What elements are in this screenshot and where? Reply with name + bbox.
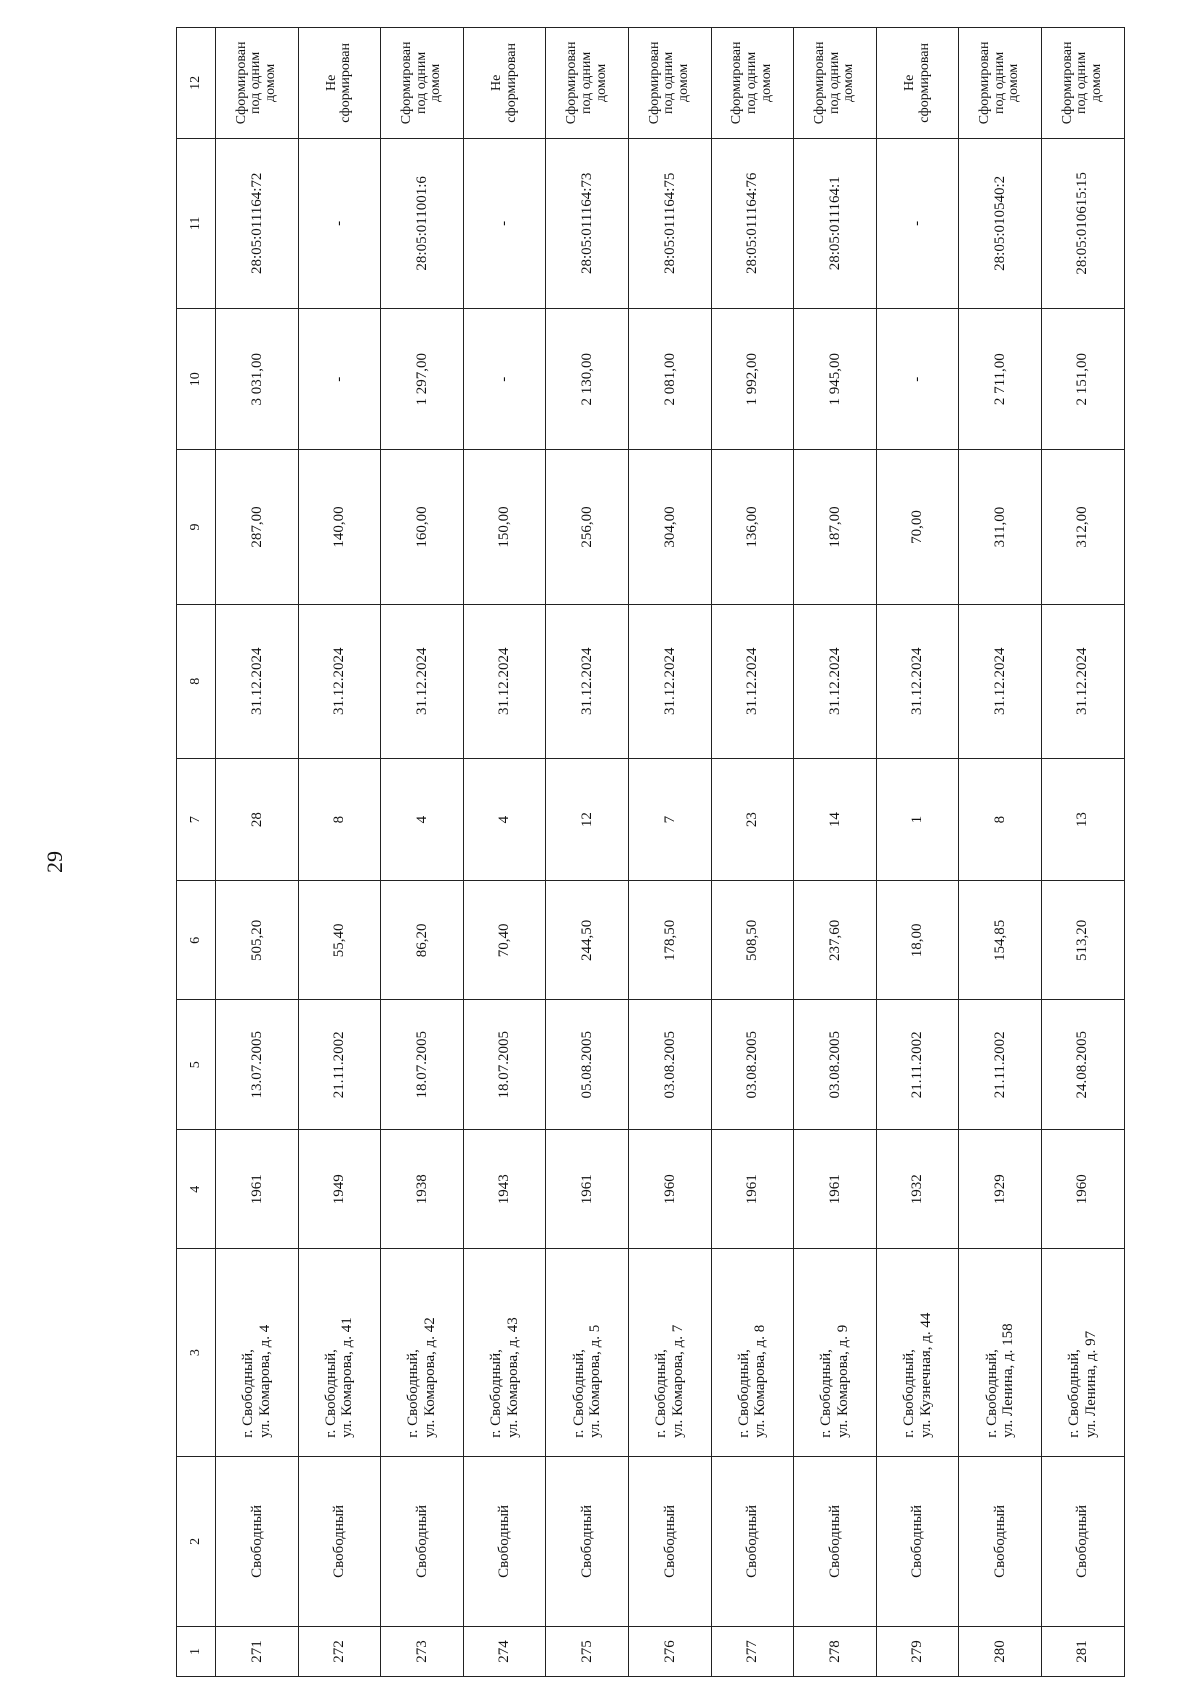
address-line-2: ул. Ленина, д. 158: [1000, 1323, 1017, 1438]
date-cell: 21.11.2002: [959, 1000, 1042, 1130]
address-line-1: г. Свободный,: [488, 1349, 505, 1438]
count-cell: 1: [876, 758, 959, 880]
status-line-3: домом: [758, 63, 774, 103]
status-line-2: под одним: [413, 51, 429, 114]
address-cell: [463, 1249, 546, 1456]
count-cell: 8: [298, 758, 381, 880]
address-line-2: ул. Комарова, д. 4: [256, 1324, 273, 1438]
land-status-cell: [381, 28, 464, 139]
status-line-2: под одним: [991, 51, 1007, 114]
amount-cell: 1 992,00: [711, 308, 794, 449]
settlement-cell: Свободный: [298, 1456, 381, 1626]
price-cell: 187,00: [794, 450, 877, 604]
address-line-2: ул. Комарова, д. 5: [587, 1324, 604, 1438]
count-cell: 4: [381, 758, 464, 880]
address-cell: [546, 1249, 629, 1456]
status-line-2: под одним: [826, 51, 842, 114]
area-cell: 244,50: [546, 881, 629, 1000]
amount-cell: 2 711,00: [959, 308, 1042, 449]
row-number-cell: 278: [794, 1627, 877, 1677]
column-number: 6: [177, 881, 216, 1000]
row-number-cell: 272: [298, 1627, 381, 1677]
address-line-1: г. Свободный,: [735, 1349, 752, 1438]
deadline-cell: 31.12.2024: [794, 604, 877, 758]
address-line-2: ул. Комарова, д. 41: [339, 1317, 356, 1438]
year-cell: 1961: [794, 1130, 877, 1249]
cadastral-number-cell: 28:05:011164:73: [546, 138, 629, 308]
column-number: 9: [177, 450, 216, 604]
status-line-1: Не: [488, 74, 504, 92]
status-line-1: Сформирован: [1059, 41, 1075, 125]
status-line-3: домом: [428, 63, 444, 103]
amount-cell: -: [463, 308, 546, 449]
settlement-cell: Свободный: [876, 1456, 959, 1626]
land-status-cell: [628, 28, 711, 139]
price-cell: 304,00: [628, 450, 711, 604]
settlement-cell: Свободный: [794, 1456, 877, 1626]
address-line-1: г. Свободный,: [983, 1349, 1000, 1438]
price-cell: 150,00: [463, 450, 546, 604]
address-line-2: ул. Кузнечная, д. 44: [917, 1312, 934, 1438]
deadline-cell: 31.12.2024: [876, 604, 959, 758]
status-line-1: Сформирован: [729, 41, 745, 125]
count-cell: 12: [546, 758, 629, 880]
address-line-2: ул. Комарова, д. 42: [421, 1317, 438, 1438]
column-number: 8: [177, 604, 216, 758]
status-line-3: домом: [841, 63, 857, 103]
address-line-1: г. Свободный,: [1066, 1349, 1083, 1438]
address-cell: [381, 1249, 464, 1456]
address-line-1: г. Свободный,: [570, 1349, 587, 1438]
row-number-cell: 271: [216, 1627, 299, 1677]
address-line-1: г. Свободный,: [901, 1349, 918, 1438]
cadastral-number-cell: 28:05:011001:6: [381, 138, 464, 308]
column-number: 11: [177, 138, 216, 308]
table-row: [463, 28, 546, 1677]
count-cell: 7: [628, 758, 711, 880]
address-cell: [794, 1249, 877, 1456]
settlement-cell: Свободный: [711, 1456, 794, 1626]
price-cell: 287,00: [216, 450, 299, 604]
status-line-2: сформирован: [503, 43, 519, 123]
table-row: [1041, 28, 1124, 1677]
year-cell: 1929: [959, 1130, 1042, 1249]
land-status-cell: [298, 28, 381, 139]
deadline-cell: 31.12.2024: [959, 604, 1042, 758]
status-line-3: домом: [1006, 63, 1022, 103]
year-cell: 1949: [298, 1130, 381, 1249]
count-cell: 8: [959, 758, 1042, 880]
settlement-cell: Свободный: [463, 1456, 546, 1626]
status-line-3: домом: [263, 63, 279, 103]
date-cell: 13.07.2005: [216, 1000, 299, 1130]
row-number-cell: 277: [711, 1627, 794, 1677]
price-cell: 160,00: [381, 450, 464, 604]
address-line-2: ул. Комарова, д. 43: [504, 1317, 521, 1438]
address-cell: [216, 1249, 299, 1456]
column-number: 5: [177, 1000, 216, 1130]
status-line-3: домом: [1089, 63, 1105, 103]
address-line-1: г. Свободный,: [405, 1349, 422, 1438]
row-number-cell: 273: [381, 1627, 464, 1677]
settlement-cell: Свободный: [381, 1456, 464, 1626]
amount-cell: 1 297,00: [381, 308, 464, 449]
deadline-cell: 31.12.2024: [298, 604, 381, 758]
table-row: [381, 28, 464, 1677]
status-line-1: Сформирован: [564, 41, 580, 125]
address-line-2: ул. Ленина, д. 97: [1082, 1330, 1099, 1438]
row-number-cell: 279: [876, 1627, 959, 1677]
amount-cell: 2 130,00: [546, 308, 629, 449]
status-line-2: под одним: [578, 51, 594, 114]
column-number: 12: [177, 28, 216, 139]
row-number-cell: 280: [959, 1627, 1042, 1677]
price-cell: 312,00: [1041, 450, 1124, 604]
area-cell: 70,40: [463, 881, 546, 1000]
area-cell: 178,50: [628, 881, 711, 1000]
column-number: 7: [177, 758, 216, 880]
table-row: [711, 28, 794, 1677]
row-number-cell: 275: [546, 1627, 629, 1677]
cadastral-number-cell: 28:05:011164:1: [794, 138, 877, 308]
year-cell: 1943: [463, 1130, 546, 1249]
table-row: [298, 28, 381, 1677]
price-cell: 256,00: [546, 450, 629, 604]
settlement-cell: Свободный: [1041, 1456, 1124, 1626]
address-cell: [1041, 1249, 1124, 1456]
status-line-2: под одним: [744, 51, 760, 114]
cadastral-number-cell: -: [298, 138, 381, 308]
status-line-1: Не: [901, 74, 917, 92]
address-line-1: г. Свободный,: [653, 1349, 670, 1438]
status-line-2: сформирован: [338, 43, 354, 123]
amount-cell: 1 945,00: [794, 308, 877, 449]
status-line-1: Не: [323, 74, 339, 92]
address-line-2: ул. Комарова, д. 7: [669, 1324, 686, 1438]
area-cell: 505,20: [216, 881, 299, 1000]
status-line-2: сформирован: [916, 43, 932, 123]
settlement-cell: Свободный: [546, 1456, 629, 1626]
area-cell: 237,60: [794, 881, 877, 1000]
column-number: 4: [177, 1130, 216, 1249]
date-cell: 24.08.2005: [1041, 1000, 1124, 1130]
date-cell: 18.07.2005: [381, 1000, 464, 1130]
amount-cell: 2 151,00: [1041, 308, 1124, 449]
status-line-2: под одним: [1074, 51, 1090, 114]
deadline-cell: 31.12.2024: [546, 604, 629, 758]
column-number-row: [177, 28, 216, 1677]
row-number-cell: 276: [628, 1627, 711, 1677]
cadastral-number-cell: 28:05:011164:72: [216, 138, 299, 308]
area-cell: 18,00: [876, 881, 959, 1000]
year-cell: 1961: [711, 1130, 794, 1249]
status-line-3: домом: [593, 63, 609, 103]
row-number-cell: 274: [463, 1627, 546, 1677]
address-line-1: г. Свободный,: [818, 1349, 835, 1438]
address-cell: [628, 1249, 711, 1456]
status-line-1: Сформирован: [977, 41, 993, 125]
register-table: [176, 27, 1125, 1677]
year-cell: 1960: [628, 1130, 711, 1249]
column-number: 2: [177, 1456, 216, 1626]
year-cell: 1938: [381, 1130, 464, 1249]
address-cell: [711, 1249, 794, 1456]
cadastral-number-cell: 28:05:010540:2: [959, 138, 1042, 308]
land-status-cell: [794, 28, 877, 139]
land-status-cell: [711, 28, 794, 139]
row-number-cell: 281: [1041, 1627, 1124, 1677]
land-status-cell: [1041, 28, 1124, 139]
deadline-cell: 31.12.2024: [381, 604, 464, 758]
year-cell: 1932: [876, 1130, 959, 1249]
address-line-2: ул. Комарова, д. 8: [752, 1324, 769, 1438]
count-cell: 4: [463, 758, 546, 880]
column-number: 3: [177, 1249, 216, 1456]
count-cell: 28: [216, 758, 299, 880]
table-row: [959, 28, 1042, 1677]
year-cell: 1960: [1041, 1130, 1124, 1249]
table-row: [876, 28, 959, 1677]
price-cell: 311,00: [959, 450, 1042, 604]
address-line-1: г. Свободный,: [322, 1349, 339, 1438]
land-status-cell: [463, 28, 546, 139]
price-cell: 136,00: [711, 450, 794, 604]
cadastral-number-cell: -: [463, 138, 546, 308]
land-status-cell: [959, 28, 1042, 139]
address-line-1: г. Свободный,: [240, 1349, 257, 1438]
deadline-cell: 31.12.2024: [463, 604, 546, 758]
count-cell: 23: [711, 758, 794, 880]
address-line-2: ул. Комарова, д. 9: [834, 1324, 851, 1438]
settlement-cell: Свободный: [216, 1456, 299, 1626]
column-number: 10: [177, 308, 216, 449]
status-line-1: Сформирован: [233, 41, 249, 125]
table-row: [628, 28, 711, 1677]
amount-cell: -: [876, 308, 959, 449]
status-line-2: под одним: [661, 51, 677, 114]
land-status-cell: [546, 28, 629, 139]
area-cell: 86,20: [381, 881, 464, 1000]
settlement-cell: Свободный: [628, 1456, 711, 1626]
price-cell: 70,00: [876, 450, 959, 604]
count-cell: 13: [1041, 758, 1124, 880]
date-cell: 03.08.2005: [628, 1000, 711, 1130]
table-row: [216, 28, 299, 1677]
status-line-2: под одним: [248, 51, 264, 114]
status-line-1: Сформирован: [398, 41, 414, 125]
cadastral-number-cell: 28:05:010615:15: [1041, 138, 1124, 308]
address-cell: [298, 1249, 381, 1456]
settlement-cell: Свободный: [959, 1456, 1042, 1626]
rotated-table-wrapper: [176, 27, 1123, 1677]
cadastral-number-cell: 28:05:011164:76: [711, 138, 794, 308]
table-row: [794, 28, 877, 1677]
date-cell: 05.08.2005: [546, 1000, 629, 1130]
date-cell: 21.11.2002: [876, 1000, 959, 1130]
amount-cell: -: [298, 308, 381, 449]
price-cell: 140,00: [298, 450, 381, 604]
date-cell: 21.11.2002: [298, 1000, 381, 1130]
year-cell: 1961: [546, 1130, 629, 1249]
date-cell: 03.08.2005: [794, 1000, 877, 1130]
deadline-cell: 31.12.2024: [711, 604, 794, 758]
cadastral-number-cell: 28:05:011164:75: [628, 138, 711, 308]
page-number: 29: [42, 851, 67, 873]
year-cell: 1961: [216, 1130, 299, 1249]
column-number: 1: [177, 1627, 216, 1677]
address-cell: [876, 1249, 959, 1456]
status-line-3: домом: [676, 63, 692, 103]
area-cell: 513,20: [1041, 881, 1124, 1000]
status-line-1: Сформирован: [811, 41, 827, 125]
deadline-cell: 31.12.2024: [628, 604, 711, 758]
deadline-cell: 31.12.2024: [216, 604, 299, 758]
amount-cell: 2 081,00: [628, 308, 711, 449]
area-cell: 55,40: [298, 881, 381, 1000]
deadline-cell: 31.12.2024: [1041, 604, 1124, 758]
date-cell: 03.08.2005: [711, 1000, 794, 1130]
status-line-1: Сформирован: [646, 41, 662, 125]
table-row: [546, 28, 629, 1677]
date-cell: 18.07.2005: [463, 1000, 546, 1130]
area-cell: 508,50: [711, 881, 794, 1000]
land-status-cell: [876, 28, 959, 139]
cadastral-number-cell: -: [876, 138, 959, 308]
count-cell: 14: [794, 758, 877, 880]
area-cell: 154,85: [959, 881, 1042, 1000]
land-status-cell: [216, 28, 299, 139]
address-cell: [959, 1249, 1042, 1456]
amount-cell: 3 031,00: [216, 308, 299, 449]
